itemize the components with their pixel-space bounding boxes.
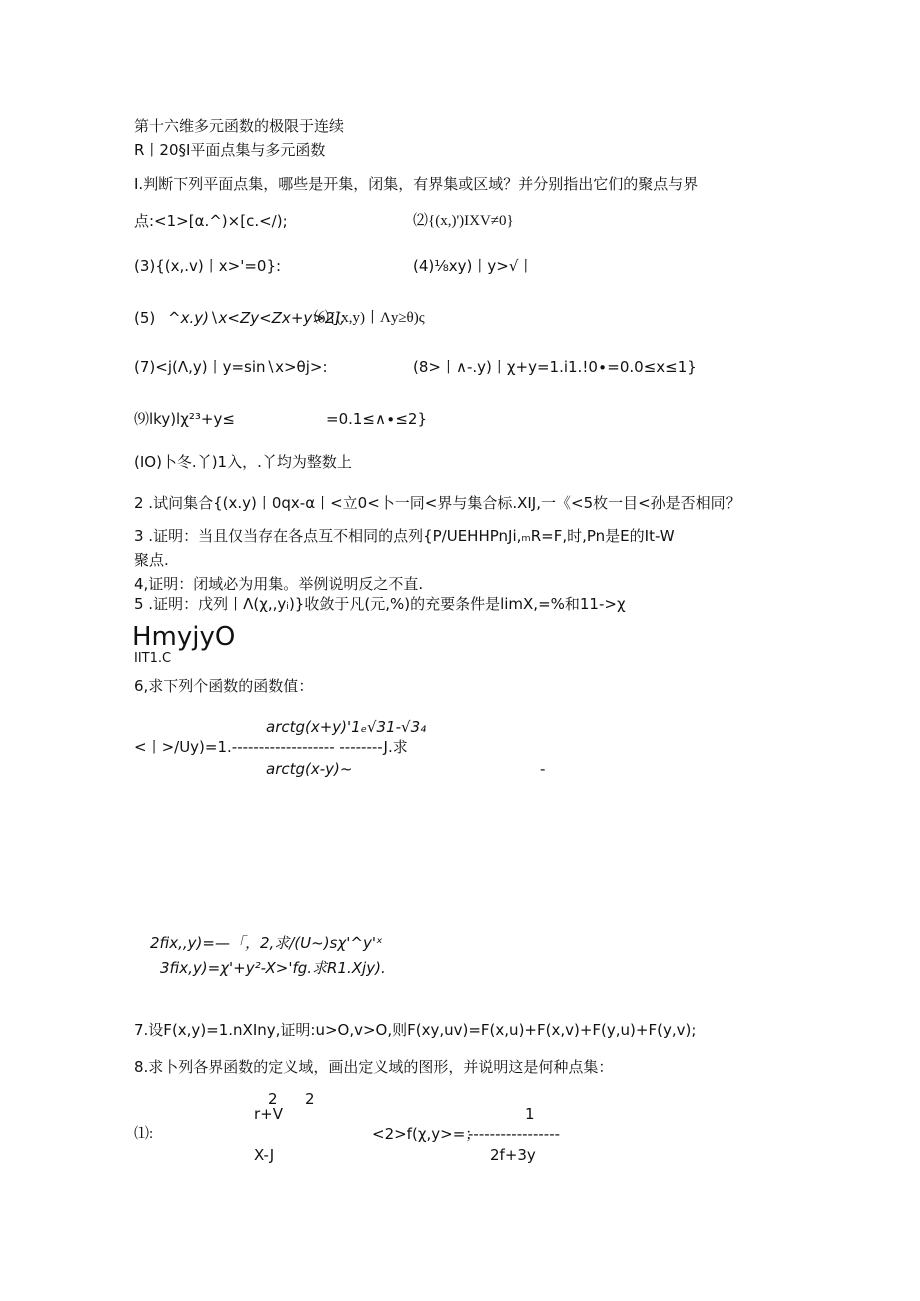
q1-item-4: (4)⅛xy)丨y>√丨 <box>413 257 534 275</box>
q1-item-8: (8>丨∧-.y)丨χ+y=1.i1.!0∙=0.0≤x≤1} <box>413 358 697 376</box>
q8-numerator-1: r+V <box>254 1105 283 1123</box>
garbled-heading: HmyjyO <box>132 622 236 652</box>
q4: 4,证明：闭域必为用集。举例说明反之不直. <box>134 575 424 593</box>
q1-item-2: ⑵{(x,)')IXV≠0} <box>413 213 514 229</box>
section-title: R丨20§I平面点集与多元函数 <box>134 141 326 159</box>
q1-item-5-label: (5) <box>134 309 156 327</box>
q7: 7.设F(x,y)=1.nXIny,证明:u>O,v>O,则F(xy,uv)=F(x,u)+F(x,v)+F(y,u)+F(y,v); <box>134 1021 697 1039</box>
q6-item-2: 2fix,,y)=—「，2,求/(U~)sχ'^y'ˣ <box>150 934 383 952</box>
q1-item-6: ⑹{(x,y)丨Λy≥θ)ς <box>314 310 425 326</box>
q8-item-2-label: <2>f(χ,y>=； <box>372 1125 481 1143</box>
q6-denominator: arctg(x-y)~ <box>266 760 353 778</box>
q6-intro: 6,求下列个函数的函数值： <box>134 677 314 695</box>
q8-numerator-2: 1 <box>525 1105 535 1123</box>
q6-numerator: arctg(x+y)'1ₑ√31-√3₄ <box>266 718 427 736</box>
q8-denominator-1: X-J <box>254 1146 275 1164</box>
q1-item-3: (3){(x,.v)丨x>'=0}: <box>134 257 282 275</box>
q1-item-9-cont: =0.1≤∧∙≤2} <box>326 410 428 428</box>
q3-line-1: 3 .证明：当且仅当存在各点互不相同的点列{P∕UEHHPnJi,ₘR=F,时,Pn是E的It-W <box>134 527 675 545</box>
q8-sup-2: 2 <box>305 1090 315 1108</box>
q6-item-3: 3fix,y)=χ'+y²-X>'fg.求R1.Xjy). <box>160 959 386 977</box>
q1-item-9: ⑼lky)lχ²³+y≤ <box>134 410 235 428</box>
chapter-title: 第十六维多元函数的极限于连续 <box>134 117 345 135</box>
garbled-subheading: IIT1.C <box>134 651 172 666</box>
q8-fraction-bar-2: ----------------- <box>468 1125 561 1143</box>
q6-fraction-line: <丨>/Uy)=1.------------------- --------J.求 <box>134 738 408 756</box>
q8-sup-1: 2 <box>268 1090 278 1108</box>
q6-dash: - <box>540 760 546 778</box>
q8-item-1-label: ⑴: <box>134 1126 154 1142</box>
q2: 2 .试问集合{(x.y)丨0qx-α丨<立0<卜一同<界与集合标.XIJ,一《<5枚一目<孙是否相同？ <box>134 494 741 512</box>
q8-denominator-2: 2f+3y <box>490 1146 536 1164</box>
q3-line-2: 聚点. <box>134 551 169 569</box>
q5: 5 .证明：戊列丨Λ(χ,,yᵢ)}收敛于凡(元,%)的充要条件是limX,=%和11->χ <box>134 595 626 613</box>
q1-item-1: 点:<1>[α.^)×[c.<∕); <box>134 212 288 230</box>
q1-item-5: ^x.y)∖x<Zy<Zx+y>2]; <box>168 309 346 327</box>
q1-intro: I.判断下列平面点集，哪些是开集，闭集，有界集或区域？并分别指出它们的聚点与界 <box>134 175 699 193</box>
q1-item-10: (IO)卜冬.丫)1入，.丫均为整数上 <box>134 453 352 471</box>
q8-intro: 8.求卜列各界函数的定义域，画出定义域的图形，并说明这是何种点集： <box>134 1058 614 1076</box>
q1-item-7: (7)<j(Λ,y)丨y=sin∖x>θj>: <box>134 358 328 376</box>
